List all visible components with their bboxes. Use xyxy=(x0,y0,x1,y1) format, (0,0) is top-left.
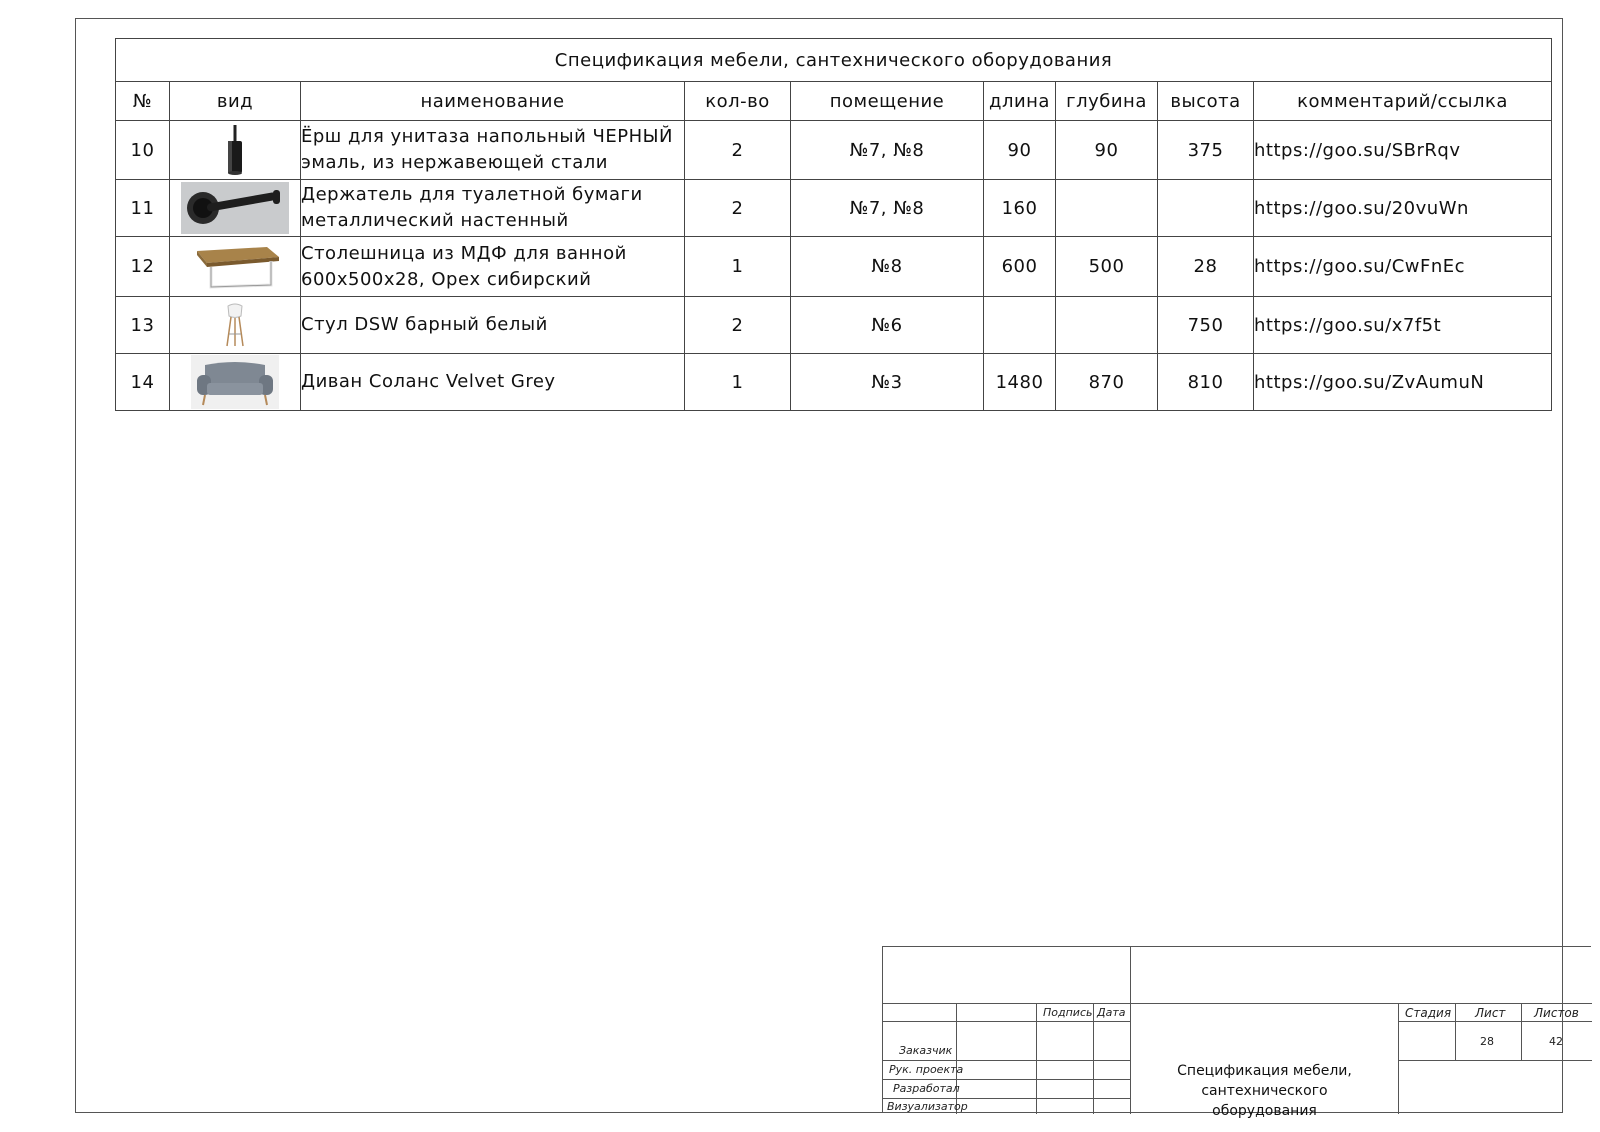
row-length: 90 xyxy=(984,121,1056,180)
header-row xyxy=(116,82,1552,121)
row-length: 600 xyxy=(984,237,1056,297)
row-image xyxy=(170,237,301,297)
countertop-image xyxy=(187,241,283,293)
header-num: № xyxy=(116,82,170,121)
row-name-line1: Ёрш для унитаза напольный ЧЕРНЫЙ xyxy=(301,126,673,147)
doc-title-line2: оборудования xyxy=(1212,1103,1317,1119)
visualizer-label: Визуализатор xyxy=(887,1100,968,1113)
row-room: №7, №8 xyxy=(791,180,984,237)
row-name-line2: 600х500х28, Орех сибирский xyxy=(301,268,592,290)
row-num: 14 xyxy=(116,354,170,411)
customer-label: Заказчик xyxy=(899,1044,953,1057)
toilet-brush-image xyxy=(215,123,255,177)
row-link[interactable]: https://goo.su/20vuWn xyxy=(1254,180,1552,237)
table-row xyxy=(116,297,1552,354)
header-comment: комментарий/ссылка xyxy=(1254,82,1552,121)
table-row xyxy=(116,180,1552,237)
row-depth xyxy=(1056,297,1158,354)
row-name-line2: металлический настенный xyxy=(301,210,569,231)
row-name-line1: Стул DSW барный белый xyxy=(301,314,548,335)
row-depth: 90 xyxy=(1056,121,1158,180)
row-depth: 870 xyxy=(1056,354,1158,411)
row-link[interactable]: https://goo.su/x7f5t xyxy=(1254,297,1552,354)
sheet-value: 28 xyxy=(1480,1035,1494,1048)
row-name-line2: эмаль, из нержавеющей стали xyxy=(301,152,608,173)
row-name xyxy=(301,237,685,297)
row-name-line1: Диван Соланс Velvet Grey xyxy=(301,371,556,392)
table-row xyxy=(116,237,1552,297)
header-length: длина xyxy=(984,82,1056,121)
row-qty: 1 xyxy=(685,354,791,411)
date-label: Дата xyxy=(1097,1006,1126,1019)
row-num: 10 xyxy=(116,121,170,180)
header-room: помещение xyxy=(791,82,984,121)
row-length xyxy=(984,297,1056,354)
row-qty: 1 xyxy=(685,237,791,297)
row-room: №8 xyxy=(791,237,984,297)
specification-table xyxy=(115,38,1552,411)
doc-title xyxy=(1131,1061,1398,1121)
row-height xyxy=(1158,180,1254,237)
title-block xyxy=(882,946,1591,1119)
header-height: высота xyxy=(1158,82,1254,121)
developer-label: Разработал xyxy=(893,1082,960,1095)
row-num: 12 xyxy=(116,237,170,297)
row-qty: 2 xyxy=(685,180,791,237)
row-name xyxy=(301,354,685,411)
row-length: 1480 xyxy=(984,354,1056,411)
row-height: 375 xyxy=(1158,121,1254,180)
doc-title-line1: Спецификация мебели, сантехнического xyxy=(1177,1063,1352,1099)
signature-label: Подпись xyxy=(1043,1006,1093,1019)
sheets-value: 42 xyxy=(1549,1035,1563,1048)
row-qty: 2 xyxy=(685,297,791,354)
row-name xyxy=(301,297,685,354)
sheet-label: Лист xyxy=(1475,1006,1506,1020)
row-room: №3 xyxy=(791,354,984,411)
row-link[interactable]: https://goo.su/SBrRqv xyxy=(1254,121,1552,180)
row-room: №7, №8 xyxy=(791,121,984,180)
project-lead-label: Рук. проекта xyxy=(889,1063,964,1076)
row-name xyxy=(301,180,685,237)
row-image xyxy=(170,180,301,237)
bar-stool-image xyxy=(220,302,250,348)
row-height: 28 xyxy=(1158,237,1254,297)
row-num: 13 xyxy=(116,297,170,354)
row-link[interactable]: https://goo.su/CwFnEc xyxy=(1254,237,1552,297)
row-image xyxy=(170,121,301,180)
row-depth: 500 xyxy=(1056,237,1158,297)
sheets-label: Листов xyxy=(1534,1006,1579,1020)
table-row xyxy=(116,354,1552,411)
row-length: 160 xyxy=(984,180,1056,237)
row-height: 810 xyxy=(1158,354,1254,411)
table-row xyxy=(116,121,1552,180)
header-depth: глубина xyxy=(1056,82,1158,121)
row-image xyxy=(170,354,301,411)
row-image xyxy=(170,297,301,354)
row-height: 750 xyxy=(1158,297,1254,354)
stage-label: Стадия xyxy=(1405,1006,1452,1020)
row-name-line1: Столешница из МДФ для ванной xyxy=(301,242,627,264)
table-title: Спецификация мебели, сантехнического оборудования xyxy=(116,39,1552,82)
row-num: 11 xyxy=(116,180,170,237)
sofa-image xyxy=(191,355,279,409)
header-name: наименование xyxy=(301,82,685,121)
row-link[interactable]: https://goo.su/ZvAumuN xyxy=(1254,354,1552,411)
row-depth xyxy=(1056,180,1158,237)
row-name-line1: Держатель для туалетной бумаги xyxy=(301,184,643,205)
header-view: вид xyxy=(170,82,301,121)
row-name xyxy=(301,121,685,180)
row-qty: 2 xyxy=(685,121,791,180)
paper-holder-image xyxy=(181,182,289,234)
row-room: №6 xyxy=(791,297,984,354)
header-qty: кол-во xyxy=(685,82,791,121)
